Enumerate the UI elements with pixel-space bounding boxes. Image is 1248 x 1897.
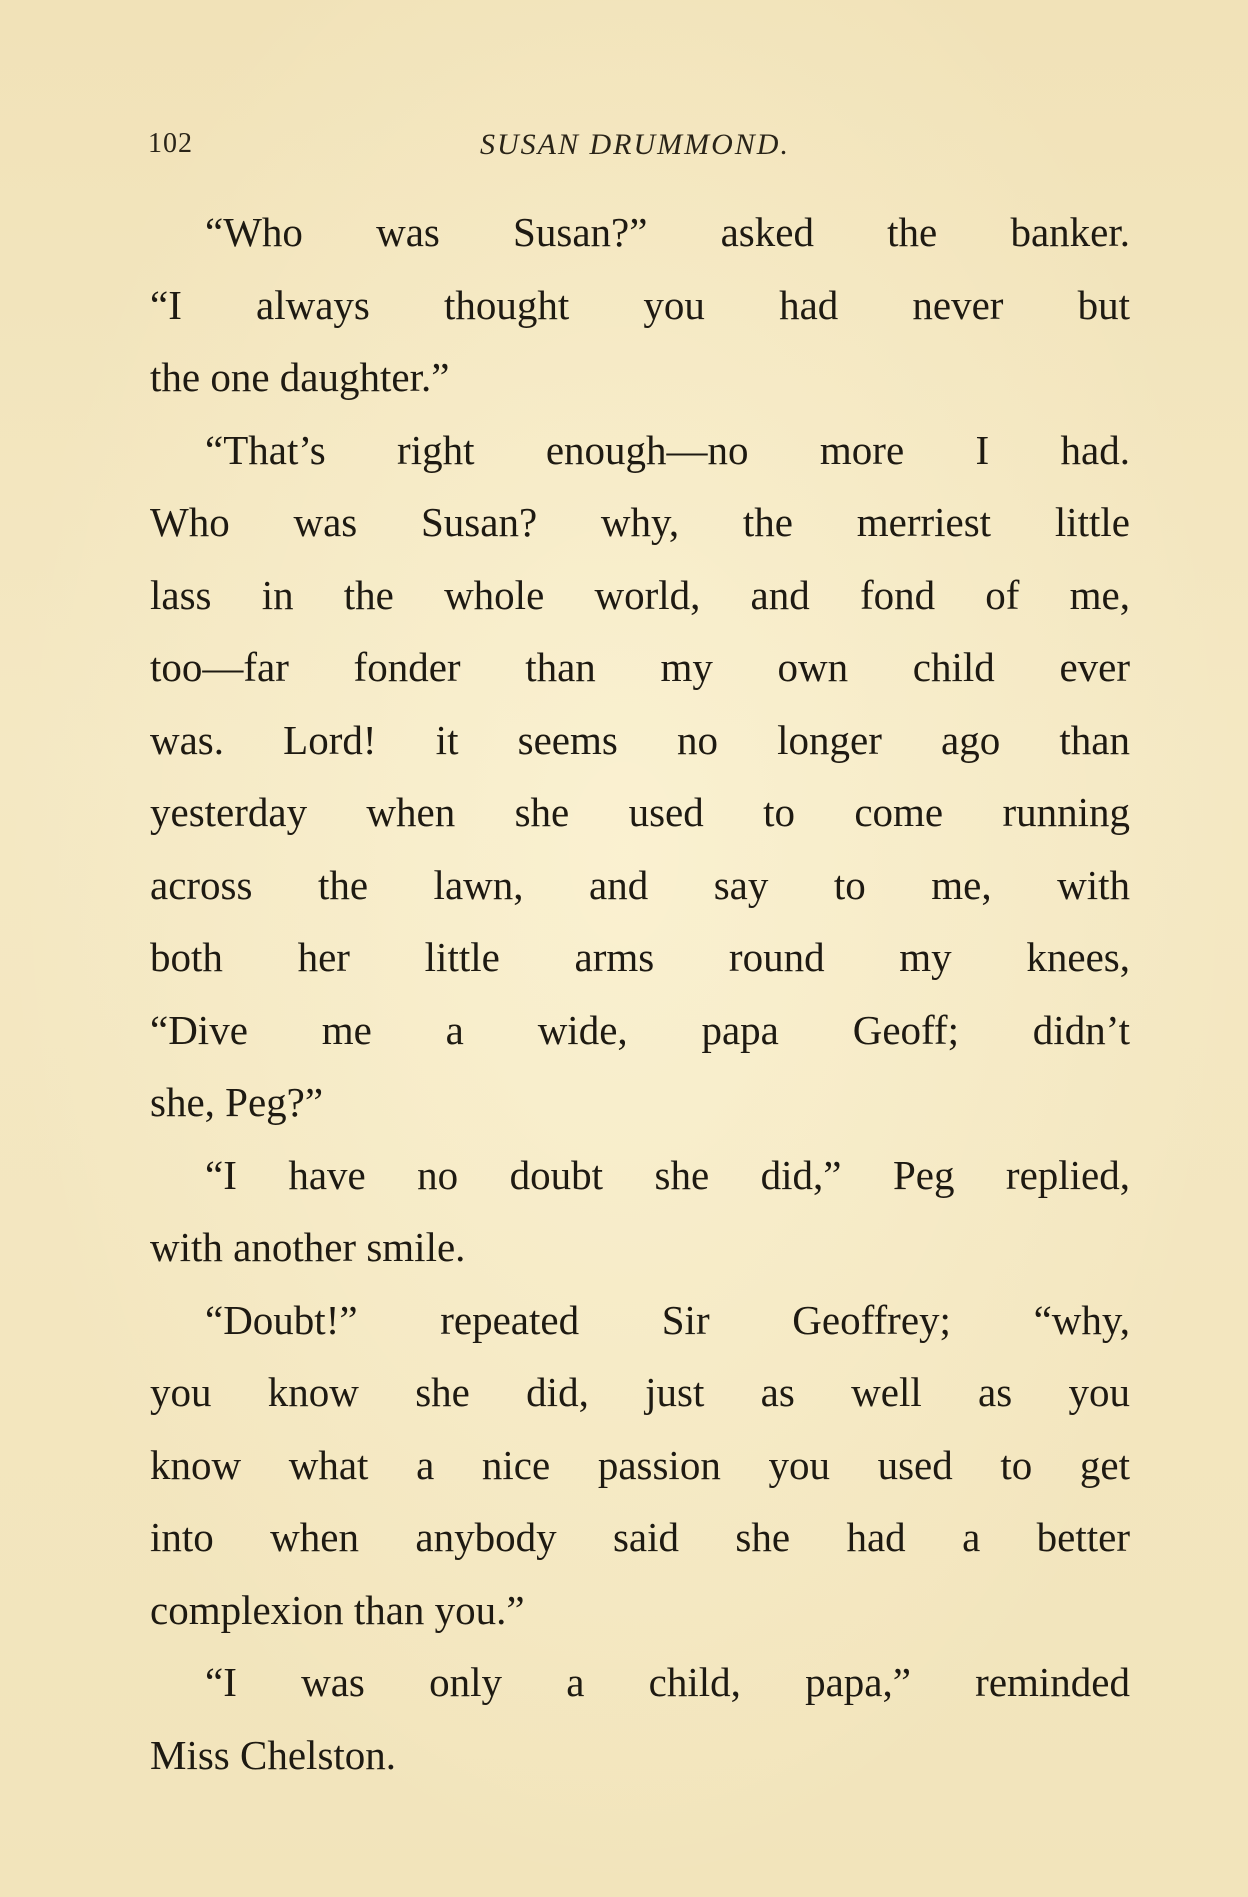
text-line: “Doubt!” repeated Sir Geoffrey; “why, xyxy=(205,1296,1130,1343)
text-line: was. Lord! it seems no longer ago than xyxy=(150,716,1130,763)
text-line: “Who was Susan?” asked the banker. xyxy=(205,209,1130,255)
text-line: into when anybody said she had a better xyxy=(150,1514,1130,1560)
page-number: 102 xyxy=(148,128,193,159)
text-line: yesterday when she used to come running xyxy=(150,789,1130,835)
text-line: Miss Chelston. xyxy=(150,1731,397,1778)
text-line: you know she did, just as well as you xyxy=(150,1369,1130,1415)
body-text xyxy=(150,196,1130,1791)
text-line: “I was only a child, papa,” reminded xyxy=(205,1659,1130,1705)
text-line: both her little arms round my knees, xyxy=(150,934,1130,980)
text-line: the one daughter.” xyxy=(150,354,450,400)
text-line: “Dive me a wide, papa Geoff; didn’t xyxy=(150,1006,1130,1053)
text-line: “That’s right enough—no more I had. xyxy=(205,426,1130,473)
text-line: too—far fonder than my own child ever xyxy=(150,644,1130,690)
running-head xyxy=(148,128,1128,168)
text-line: with another smile. xyxy=(150,1224,466,1270)
text-line: complexion than you.” xyxy=(150,1586,525,1633)
running-title: SUSAN DRUMMOND. xyxy=(480,128,790,161)
text-line: “I always thought you had never but xyxy=(150,281,1130,328)
text-line: lass in the whole world, and fond of me, xyxy=(150,571,1130,618)
text-line: across the lawn, and say to me, with xyxy=(150,861,1130,908)
text-line: she, Peg?” xyxy=(150,1079,324,1125)
text-line: “I have no doubt she did,” Peg replied, xyxy=(205,1151,1130,1198)
text-line: know what a nice passion you used to get xyxy=(150,1441,1130,1488)
text-line: Who was Susan? why, the merriest little xyxy=(150,499,1130,545)
